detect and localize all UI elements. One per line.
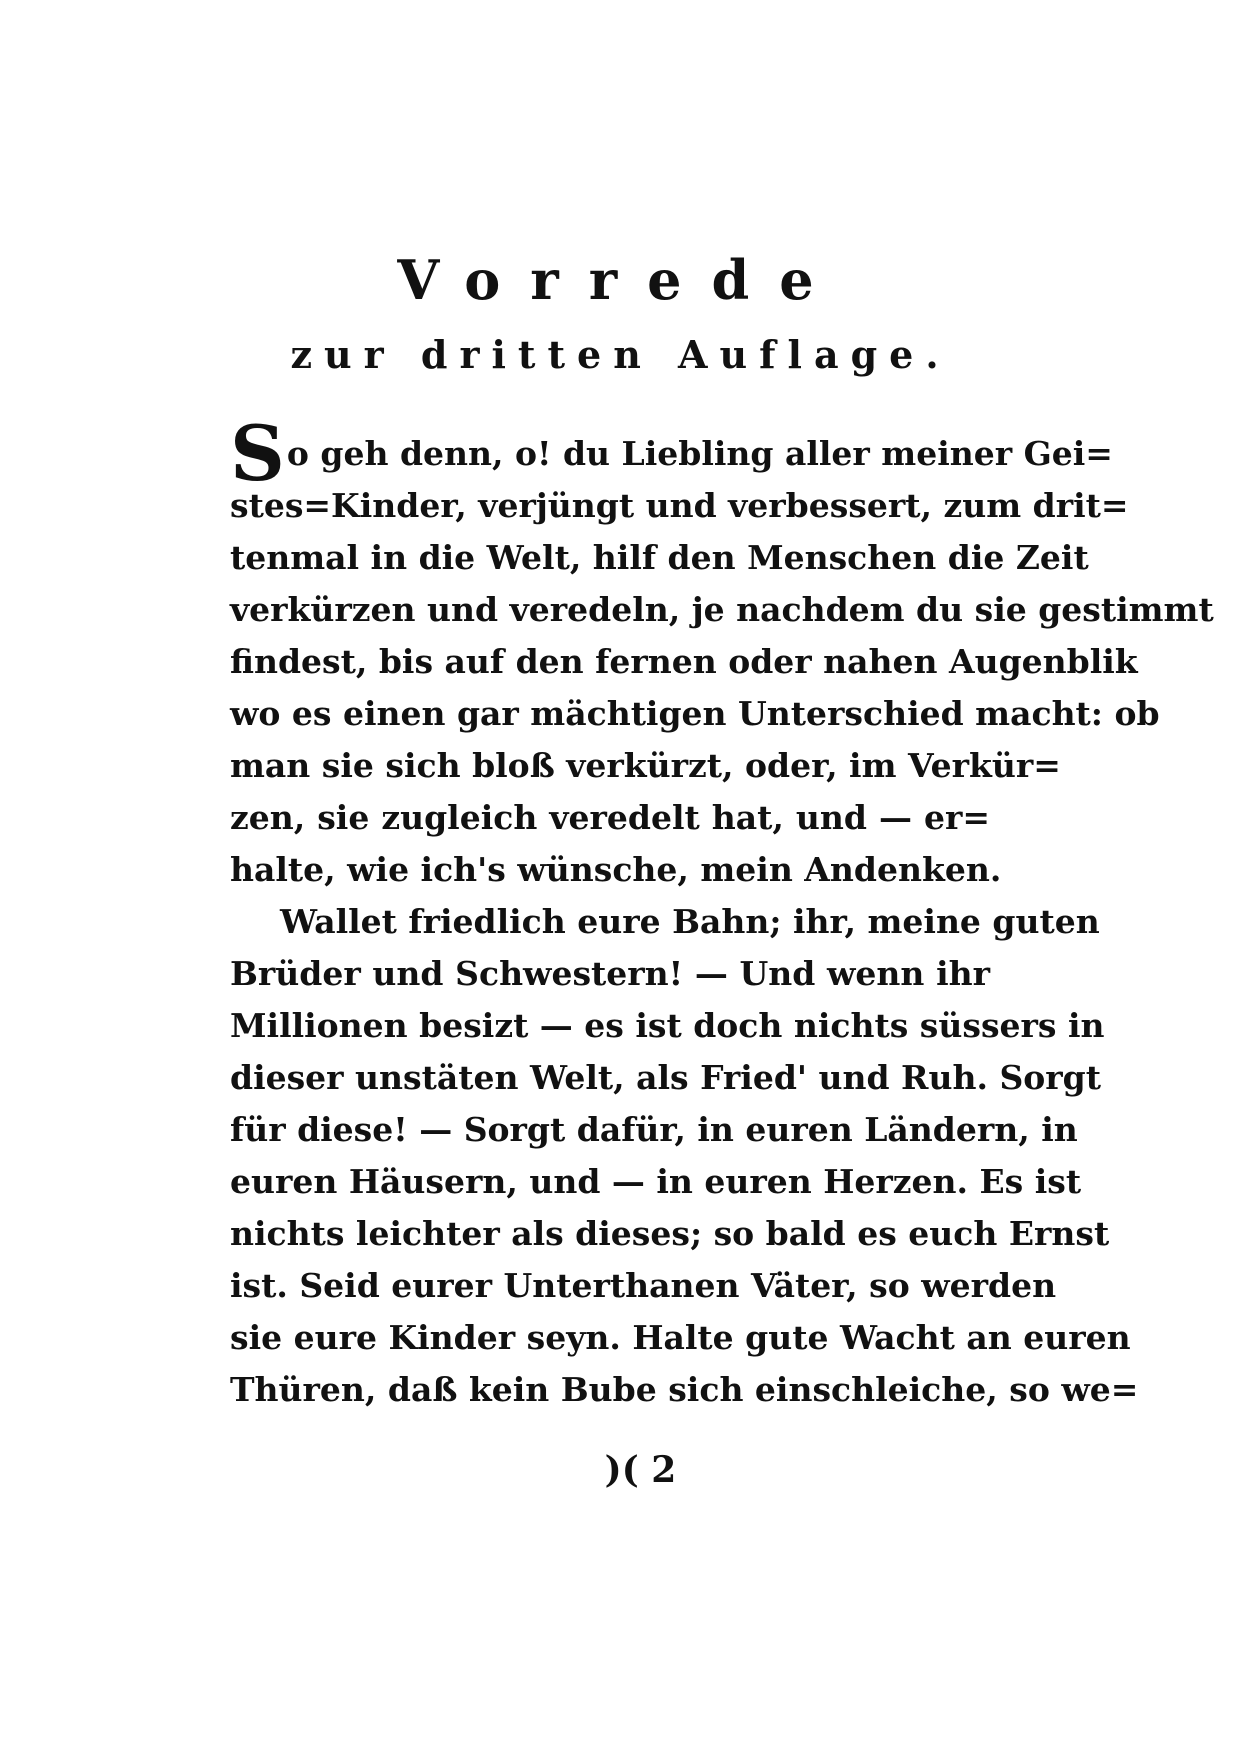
text-line: Millionen besizt — es ist doch nichts süssers in	[230, 1006, 1105, 1045]
body-text	[230, 409, 1214, 1416]
text-line: stes=Kinder, verjüngt und verbessert, zum drit=	[230, 486, 1129, 525]
text-line: dieser unstäten Welt, als Fried' und Ruh. Sorgt	[230, 1058, 1101, 1097]
page-title: Vorrede	[397, 248, 844, 312]
text-line: zen, sie zugleich veredelt hat, und — er=	[230, 798, 990, 837]
text-line: euren Häusern, und — in euren Herzen. Es ist	[230, 1162, 1082, 1201]
text-line: wo es einen gar mächtigen Unterschied macht: ob	[230, 694, 1160, 733]
page-subtitle: zur dritten Auflage.	[290, 332, 951, 377]
text-line: für diese! — Sorgt dafür, in euren Ländern, in	[230, 1110, 1078, 1149]
text-line: Wallet friedlich eure Bahn; ihr, meine guten	[280, 902, 1100, 941]
drop-cap: S	[230, 409, 285, 498]
text-line: Thüren, daß kein Bube sich einschleiche, so we=	[230, 1370, 1139, 1409]
text-line-content: o geh denn, o! du Liebling aller meiner Gei=	[286, 434, 1113, 473]
text-line	[230, 409, 1113, 498]
text-line: ist. Seid eurer Unterthanen Väter, so werden	[230, 1266, 1057, 1305]
text-line: Brüder und Schwestern! — Und wenn ihr	[230, 954, 990, 993]
text-line: man sie sich bloß verkürzt, oder, im Verkür=	[230, 746, 1061, 785]
text-line: nichts leichter als dieses; so bald es euch Ernst	[230, 1214, 1110, 1253]
text-line: tenmal in die Welt, hilf den Menschen die Zeit	[230, 538, 1089, 577]
text-line: findest, bis auf den fernen oder nahen Augenblik	[230, 642, 1138, 681]
text-line: halte, wie ich's wünsche, mein Andenken.	[230, 850, 1002, 889]
signature-mark: )( 2	[604, 1449, 677, 1491]
text-line: sie eure Kinder seyn. Halte gute Wacht an euren	[230, 1318, 1131, 1357]
text-line: verkürzen und veredeln, je nachdem du sie gestimmt	[230, 590, 1214, 629]
